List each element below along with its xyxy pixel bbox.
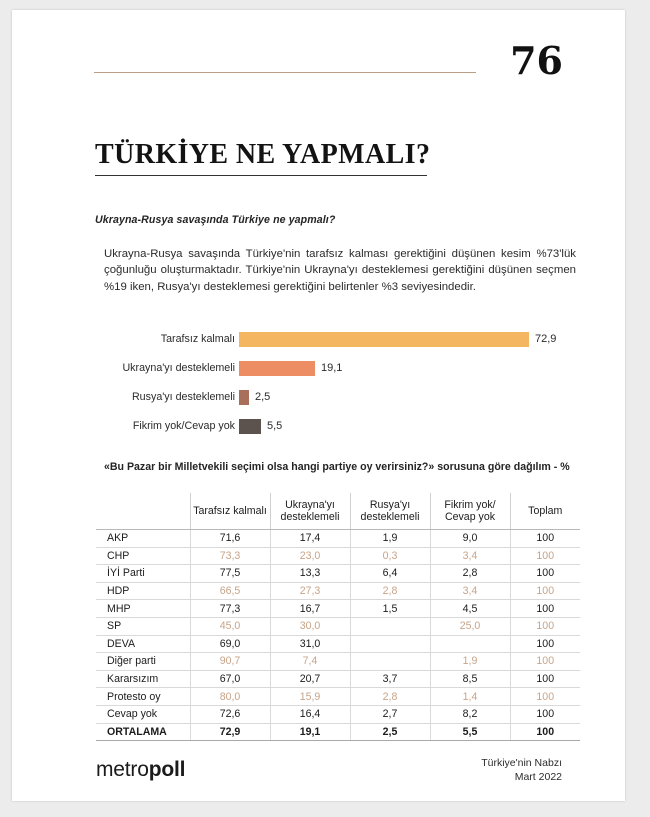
table-row [96, 670, 580, 688]
table-cell-value: 20,7 [270, 670, 350, 688]
bar-label: Ukrayna'yı desteklemeli [122, 362, 235, 374]
table-cell-value: 100 [510, 547, 580, 565]
table-cell-value: 23,0 [270, 547, 350, 565]
table-cell-value: 72,9 [190, 723, 270, 741]
table-cell-value [350, 653, 430, 671]
page-number: 76 [510, 38, 563, 83]
table-cell-party: DEVA [96, 635, 190, 653]
table-cell-value [350, 635, 430, 653]
footer-tagline: Türkiye'nin Nabzı [481, 757, 562, 769]
table-cell-value: 2,5 [350, 723, 430, 741]
footer-meta [481, 756, 562, 784]
table-header-cell: Toplam [510, 493, 580, 530]
bar-value: 2,5 [255, 391, 271, 403]
table-cell-value: 100 [510, 600, 580, 618]
table-cell-value: 25,0 [430, 617, 510, 635]
table-cell-value: 100 [510, 530, 580, 548]
table-cell-value: 100 [510, 582, 580, 600]
table-cell-value: 5,5 [430, 723, 510, 741]
table-cell-value: 2,8 [430, 565, 510, 583]
metropoll-logo [96, 758, 185, 782]
bar-fill [239, 361, 315, 376]
table-cell-value: 72,6 [190, 705, 270, 723]
table-row [96, 600, 580, 618]
table-cell-value: 4,5 [430, 600, 510, 618]
table-cell-value: 13,3 [270, 565, 350, 583]
table-cell-party: ORTALAMA [96, 723, 190, 741]
section-subtitle: Ukrayna-Rusya savaşında Türkiye ne yapmalı? [95, 214, 336, 226]
table-cell-value: 2,8 [350, 582, 430, 600]
title-underline [95, 175, 427, 176]
table-cell-party: İYİ Parti [96, 565, 190, 583]
table-cell-value: 30,0 [270, 617, 350, 635]
table-header-cell: Tarafsız kalmalı [190, 493, 270, 530]
title-block [95, 138, 555, 176]
table-cell-value: 3,4 [430, 582, 510, 600]
table-cell-value: 27,3 [270, 582, 350, 600]
table-cell-value: 69,0 [190, 635, 270, 653]
table-row [96, 530, 580, 548]
table-row [96, 653, 580, 671]
table-cell-party: HDP [96, 582, 190, 600]
table-body [96, 530, 580, 741]
table-cell-value: 2,7 [350, 705, 430, 723]
body-paragraph: Ukrayna-Rusya savaşında Türkiye'nin tarafsız kalması gerektiğini düşünen kesim %73'lük çoğunluğu oluşturmaktadır. Türkiye'nin Ukrayna'yı desteklemesi gerektiğini düşünen seçmen %19 iken, Rusya'yı desteklemesi gerektiğini belirtenler %3 seviyesindedir. [104, 248, 576, 293]
table-cell-value: 1,9 [350, 530, 430, 548]
table-cell-value: 1,4 [430, 688, 510, 706]
bar-label: Rusya'yı desteklemeli [131, 391, 235, 403]
table-cell-party: Diğer parti [96, 653, 190, 671]
footer-date: Mart 2022 [514, 771, 562, 783]
bar-row [95, 390, 565, 407]
table-cell-value: 66,5 [190, 582, 270, 600]
bar-chart [95, 332, 565, 436]
header-rule [94, 72, 476, 73]
table-cell-party: CHP [96, 547, 190, 565]
page-title: TÜRKİYE NE YAPMALI? [95, 139, 431, 170]
poll-table-wrapper [96, 493, 563, 741]
table-cell-value: 71,6 [190, 530, 270, 548]
bar-row [95, 361, 565, 378]
table-cell-party: SP [96, 617, 190, 635]
table-header-cell: Fikrim yok/ Cevap yok [430, 493, 510, 530]
bar-value: 72,9 [535, 333, 557, 345]
table-head [96, 493, 580, 530]
bar-track [239, 361, 315, 376]
table-cell-value: 16,4 [270, 705, 350, 723]
bar-track [239, 390, 249, 405]
table-cell-value: 100 [510, 723, 580, 741]
table-cell-value: 6,4 [350, 565, 430, 583]
bar-label: Tarafsız kalmalı [160, 333, 235, 345]
table-cell-value: 90,7 [190, 653, 270, 671]
table-row [96, 635, 580, 653]
table-row [96, 705, 580, 723]
table-cell-party: Cevap yok [96, 705, 190, 723]
table-header-cell [96, 493, 190, 530]
table-cell-value: 3,7 [350, 670, 430, 688]
table-cell-value: 100 [510, 565, 580, 583]
table-cell-value: 31,0 [270, 635, 350, 653]
table-question: «Bu Pazar bir Milletvekili seçimi olsa hangi partiye oy verirsiniz?» sorusuna göre dağılım - % [104, 461, 570, 473]
bar-fill [239, 419, 261, 434]
report-page [12, 10, 625, 801]
page-header [12, 10, 625, 102]
bar-fill [239, 332, 529, 347]
table-cell-value: 3,4 [430, 547, 510, 565]
table-cell-party: Protesto oy [96, 688, 190, 706]
bar-track [239, 419, 261, 434]
page-footer [12, 752, 625, 802]
table-cell-value: 15,9 [270, 688, 350, 706]
table-cell-value: 100 [510, 617, 580, 635]
table-cell-value: 77,5 [190, 565, 270, 583]
table-cell-value: 8,5 [430, 670, 510, 688]
table-cell-value: 100 [510, 670, 580, 688]
logo-bold-part: poll [148, 758, 186, 781]
table-cell-value: 17,4 [270, 530, 350, 548]
table-row [96, 582, 580, 600]
table-cell-value: 100 [510, 688, 580, 706]
table-cell-party: AKP [96, 530, 190, 548]
table-header-cell: Rusya'yı desteklemeli [350, 493, 430, 530]
table-cell-value: 100 [510, 653, 580, 671]
bar-row [95, 419, 565, 436]
table-cell-value: 0,3 [350, 547, 430, 565]
bar-value: 19,1 [321, 362, 343, 374]
table-row [96, 565, 580, 583]
table-cell-value: 16,7 [270, 600, 350, 618]
bar-value: 5,5 [267, 420, 283, 432]
table-cell-value: 77,3 [190, 600, 270, 618]
table-row [96, 723, 580, 741]
bar-track [239, 332, 529, 347]
table-cell-value: 7,4 [270, 653, 350, 671]
logo-light-part: metro [96, 758, 149, 781]
table-cell-value: 1,9 [430, 653, 510, 671]
bar-row [95, 332, 565, 349]
table-cell-value: 80,0 [190, 688, 270, 706]
table-cell-value: 9,0 [430, 530, 510, 548]
table-cell-party: Kararsızım [96, 670, 190, 688]
table-cell-value [430, 635, 510, 653]
table-cell-party: MHP [96, 600, 190, 618]
table-cell-value: 45,0 [190, 617, 270, 635]
table-row [96, 688, 580, 706]
bar-label: Fikrim yok/Cevap yok [132, 420, 235, 432]
table-cell-value [350, 617, 430, 635]
table-cell-value: 100 [510, 635, 580, 653]
table-cell-value: 100 [510, 705, 580, 723]
table-row [96, 617, 580, 635]
table-cell-value: 2,8 [350, 688, 430, 706]
table-header-cell: Ukrayna'yı desteklemeli [270, 493, 350, 530]
table-cell-value: 67,0 [190, 670, 270, 688]
table-cell-value: 19,1 [270, 723, 350, 741]
poll-table [96, 493, 580, 741]
table-row [96, 547, 580, 565]
table-cell-value: 1,5 [350, 600, 430, 618]
bar-fill [239, 390, 249, 405]
table-cell-value: 73,3 [190, 547, 270, 565]
table-cell-value: 8,2 [430, 705, 510, 723]
table-header-row [96, 493, 580, 530]
